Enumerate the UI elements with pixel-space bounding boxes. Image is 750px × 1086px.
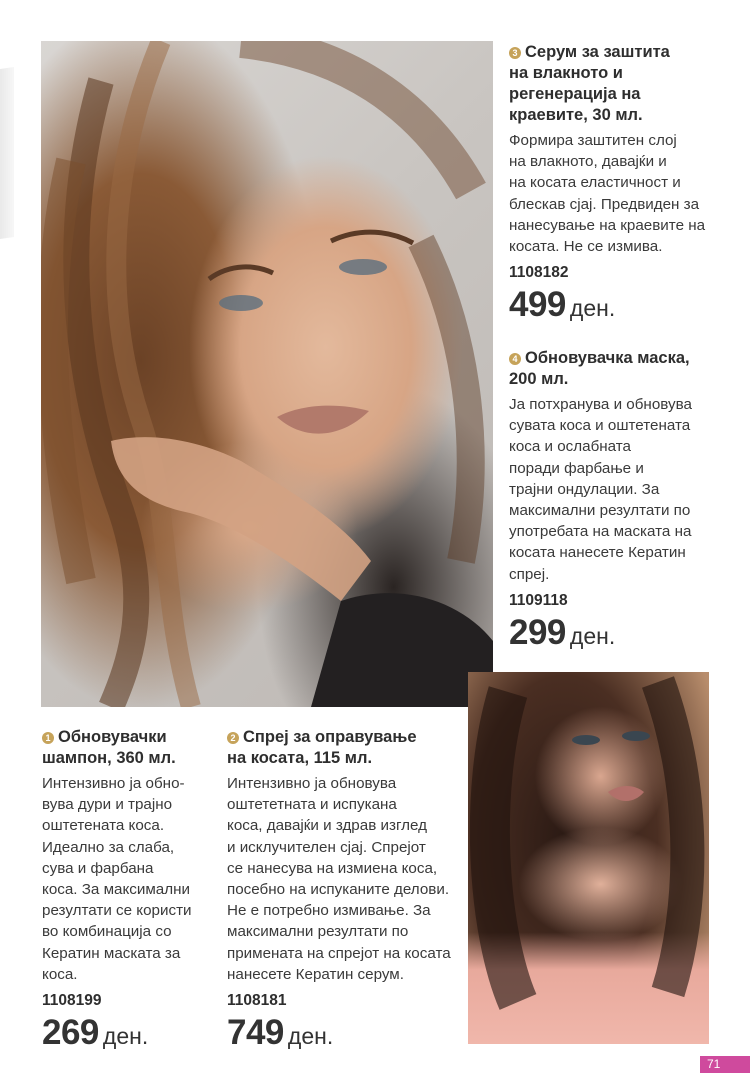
product-title: 4 Обновувачка маска, 200 мл.: [509, 349, 690, 388]
product-description: Ја потхранува и обновува сувата коса и оштетената коса и ослабната поради фарбање и трајни ондулации. За максимални резултати по употребата на маската на косата нанесете Кератин спреј.: [509, 396, 692, 583]
main-model-photo: [41, 41, 493, 707]
product-code: 1109118: [509, 591, 568, 609]
product-title: 2 Спреј за оправување на косата, 115 мл.: [227, 728, 417, 767]
product-card-mask: [509, 348, 714, 659]
price-currency: ден.: [102, 1023, 149, 1050]
product-description: Формира заштитен слој на влакното, давајќи и на косата еластичност и блескав сјај. Предвиден за нанесување на краевите на косата. Не се измива.: [509, 132, 706, 256]
product-price: [509, 614, 714, 659]
product-title: 3 Серум за заштита на влакното и регенерација на краевите, 30 мл.: [509, 43, 670, 124]
price-value: 749: [227, 1013, 284, 1053]
price-value: 299: [509, 612, 566, 652]
secondary-model-photo: [468, 672, 709, 1044]
product-number-badge: 2: [227, 732, 239, 744]
product-number-badge: 1: [42, 732, 54, 744]
product-card-spray: [227, 727, 463, 1059]
price-currency: ден.: [569, 622, 616, 649]
product-description: Интензивно ја обновува оштететната и испукана коса, давајќи и здрав изглед и исклучителен сјај. Спрејот се нанесува на измиена коса, посебно на испуканите делови. Не е потребно измивање. За максимални резултати по примената на спрејот на косата нанесете Кератин серум.: [227, 775, 451, 983]
product-card-serum: [509, 42, 714, 331]
product-code: 1108182: [509, 264, 569, 282]
price-currency: ден.: [287, 1023, 334, 1050]
edge-decoration: [0, 67, 14, 239]
product-number-badge: 4: [509, 353, 521, 365]
product-price: [227, 1014, 463, 1059]
product-number-badge: 3: [509, 47, 521, 59]
product-price: [42, 1014, 212, 1059]
product-code: 1108181: [227, 992, 287, 1010]
product-title: 1 Обновувачки шампон, 360 мл.: [42, 728, 176, 767]
price-value: 269: [42, 1013, 99, 1053]
product-card-shampoo: [42, 727, 212, 1059]
page-number: 71: [700, 1056, 750, 1073]
price-currency: ден.: [569, 295, 616, 322]
product-code: 1108199: [42, 992, 102, 1010]
price-value: 499: [509, 285, 566, 325]
product-description: Интензивно ја обно- вува дури и трајно оштетената коса. Идеално за слаба, сува и фарбана коса. За максимални резултати се користи во комбинација со Кератин маската за коса.: [42, 775, 192, 983]
product-price: [509, 286, 714, 331]
